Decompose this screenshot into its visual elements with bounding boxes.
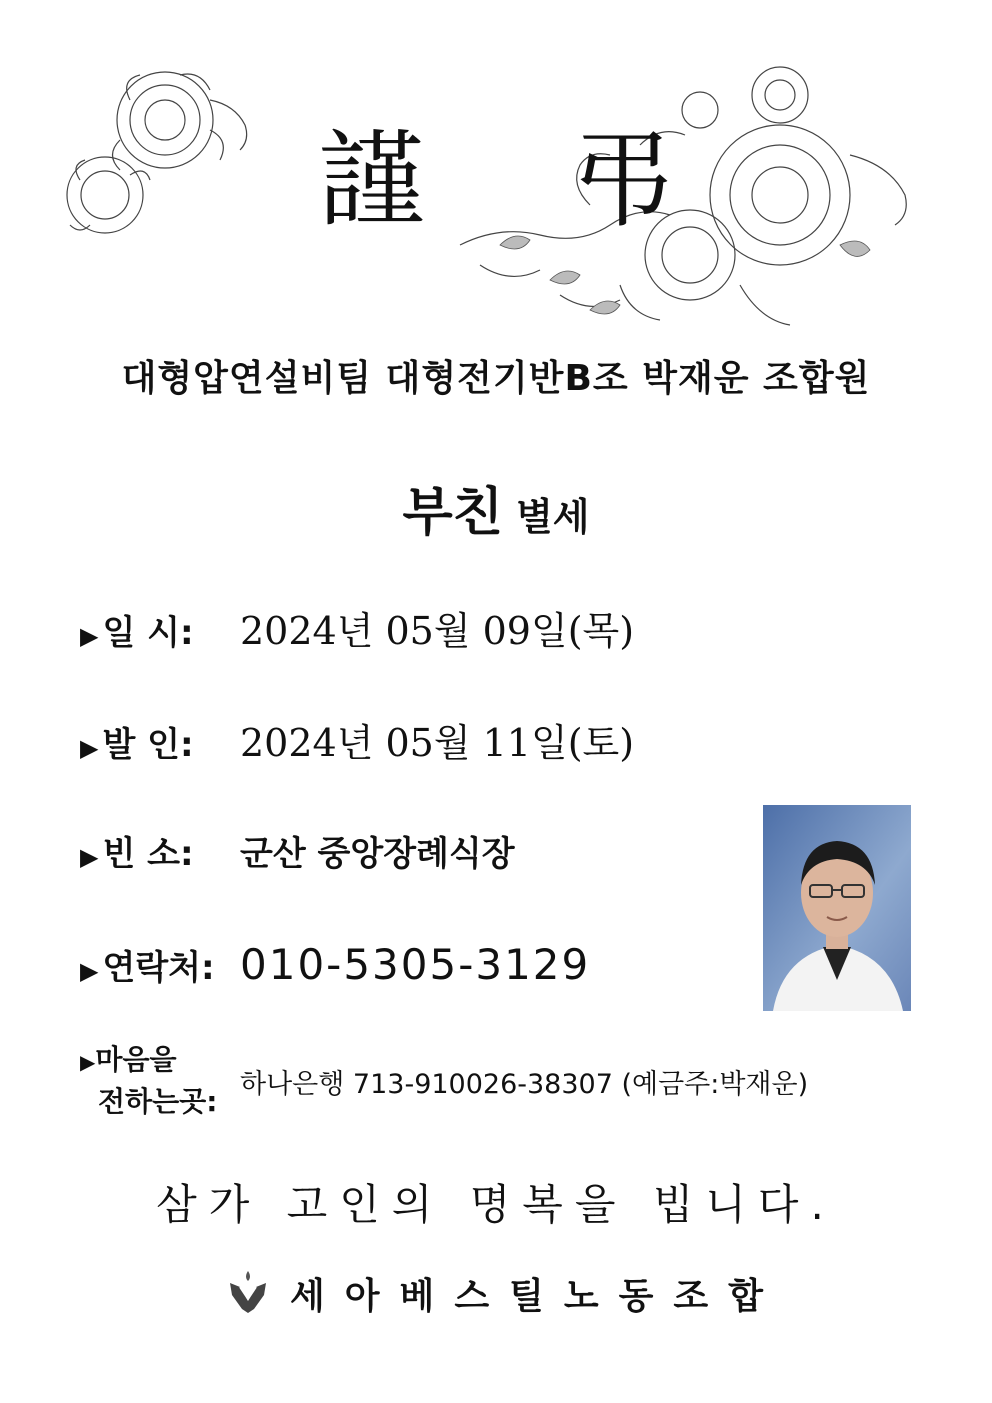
relation-main: 부친 bbox=[402, 483, 503, 543]
account-label: ▶마음을 전하는곳: bbox=[80, 1043, 218, 1118]
portrait-photo bbox=[763, 805, 911, 1011]
hands-logo-icon bbox=[228, 1269, 268, 1319]
union-name: 세아베스틸노동조합 bbox=[290, 1276, 783, 1317]
contact-phone: 010-5305-3129 bbox=[240, 940, 591, 989]
arrow-icon: ▶ bbox=[80, 957, 99, 985]
arrow-icon: ▶ bbox=[80, 622, 99, 650]
union-signature bbox=[228, 1268, 783, 1319]
arrow-icon: ▶ bbox=[80, 843, 99, 871]
chrysanthemum-left-illustration bbox=[60, 60, 260, 240]
chrysanthemum-right-illustration bbox=[440, 55, 920, 335]
account-value: 하나은행 713-910026-38307 (예금주:박재운) bbox=[240, 1068, 809, 1100]
detail-value: 2024년 05월 11일(토) bbox=[240, 721, 635, 765]
arrow-icon: ▶ bbox=[80, 734, 99, 762]
detail-label: ▶ 빈 소: bbox=[80, 834, 194, 874]
detail-label: ▶ 발 인: bbox=[80, 725, 194, 765]
detail-label: ▶ 연락처: bbox=[80, 948, 215, 988]
detail-row-funeral bbox=[80, 712, 634, 767]
relation-heading bbox=[0, 470, 992, 545]
title-character-right: 弔 bbox=[570, 119, 676, 242]
relation-sub: 별세 bbox=[516, 495, 590, 539]
detail-row-contact bbox=[80, 940, 590, 989]
title-character-left: 謹 bbox=[318, 119, 426, 242]
member-line: 대형압연설비팀 대형전기반B조 박재운 조합원 bbox=[121, 358, 871, 399]
condolence-message: 삼가 고인의 명복을 빕니다. bbox=[156, 1180, 836, 1229]
detail-label: ▶ 일 시: bbox=[80, 613, 194, 653]
detail-row-date bbox=[80, 600, 634, 655]
detail-value: 2024년 05월 09일(목) bbox=[240, 609, 635, 653]
arrow-icon: ▶ bbox=[80, 1050, 96, 1074]
detail-value: 군산 중앙장례식장 bbox=[240, 834, 515, 874]
detail-row-venue bbox=[80, 826, 515, 875]
detail-row-account bbox=[80, 1040, 808, 1122]
